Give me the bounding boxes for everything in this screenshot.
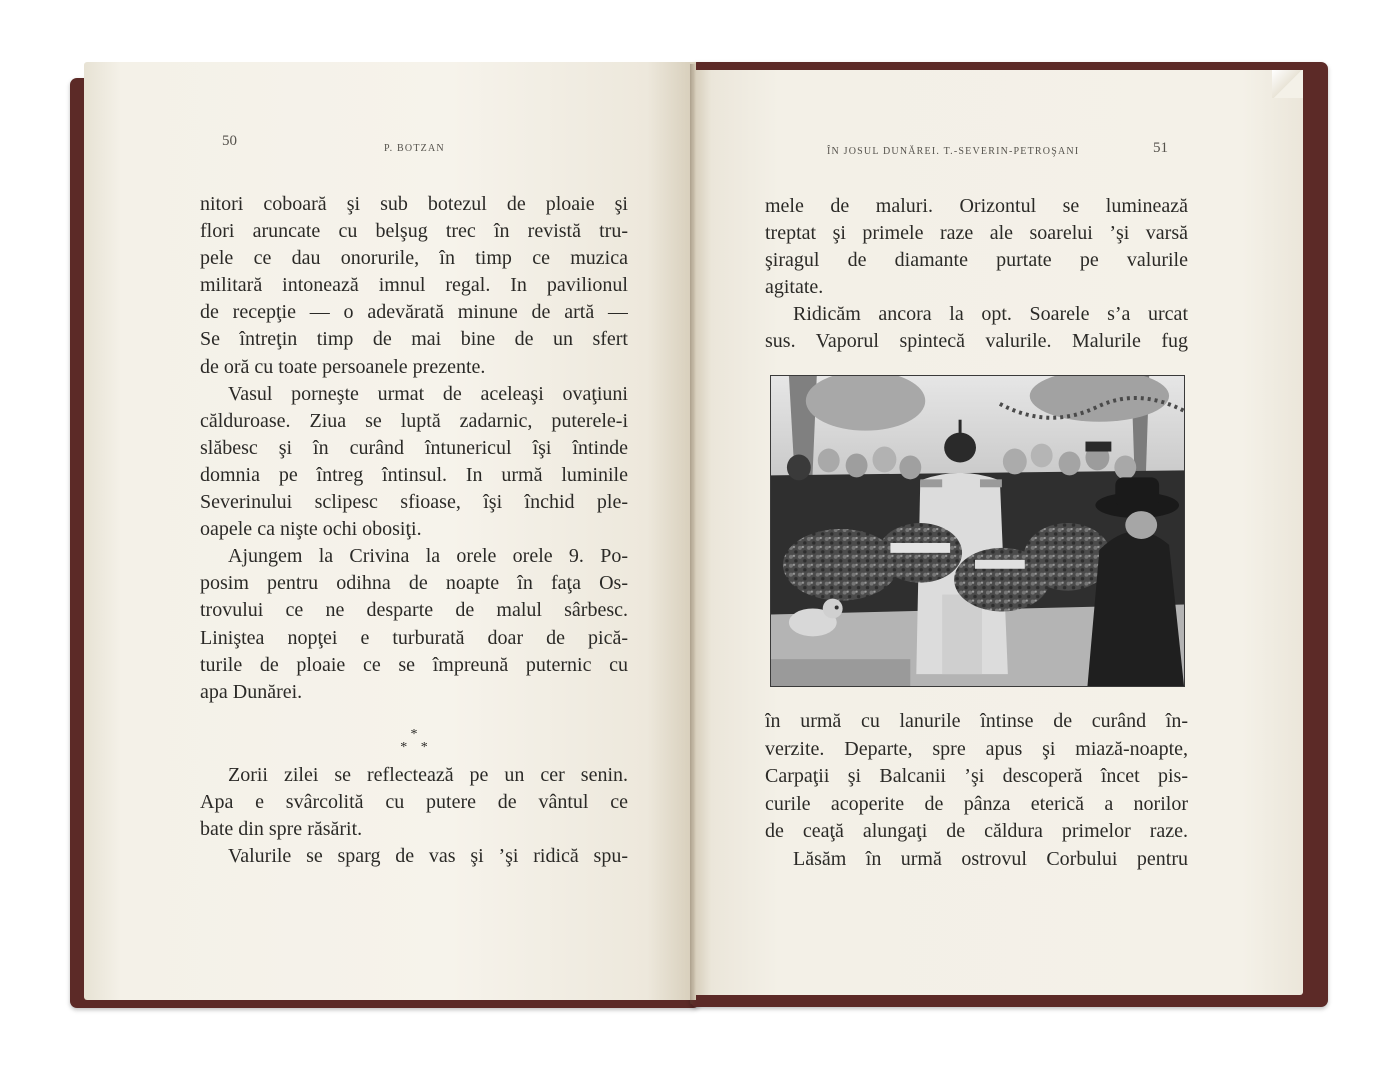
text-line: Ajungem la Crivina la orele orele 9. Po- [228, 545, 628, 568]
text-line: domnia pe întreg întinsul. In urmă luminile [200, 463, 628, 486]
text-line: Valurile se sparg de vas şi ’şi ridică spu- [228, 845, 628, 868]
asterism-bottom: * * [400, 739, 428, 755]
text-line: de oră cu toate persoanele prezente. [200, 355, 486, 378]
text-line: Lăsăm în urmă ostrovul Corbului pentru [793, 847, 1188, 870]
right-page-text-bottom [765, 708, 1188, 874]
text-line: în urmă cu lanurile întinse de curând în- [765, 710, 1188, 732]
text-line: Carpaţii şi Balcanii ’şi descoperă încet pis- [765, 765, 1188, 788]
text-line: Zorii zilei se reflectează pe un cer senin. [228, 763, 628, 786]
page-corner-curl [1272, 70, 1303, 98]
text-line: Liniştea nopţei e turburată doar de pică- [200, 626, 628, 649]
text-line: călduroase. Ziua se luptă zadarnic, puterele-i [200, 409, 628, 432]
text-line: bate din spre răsărit. [200, 817, 363, 840]
text-line: Se întreţin timp de mai bine de un sfert [200, 328, 628, 351]
right-page-text-top [765, 193, 1188, 355]
text-line: Vasul porneşte urmat de aceleaşi ovaţiuni [228, 382, 628, 405]
text-line: militară intonează imnul regal. In pavilionul [200, 274, 628, 297]
text-line: turile de ploaie ce se împreună puternic cu [200, 653, 628, 676]
text-line: sus. Vaporul spintecă valurile. Malurile fug [765, 329, 1188, 352]
text-line: Ridicăm ancora la opt. Soarele s’a urcat [793, 302, 1188, 325]
text-line: verzite. Departe, spre apus şi miază-noapte, [765, 737, 1188, 760]
section-asterism [200, 706, 628, 762]
text-line: mele de maluri. Orizontul se luminează [765, 194, 1188, 217]
right-running-head: ÎN JOSUL DUNĂREI. T.-SEVERIN-PETROŞANI [827, 146, 1080, 157]
text-line: Severinului sclipesc sfioase, îşi închid ple- [200, 491, 628, 514]
text-line: şiragul de diamante purtate pe valurile [765, 248, 1188, 271]
right-page-number: 51 [1153, 140, 1168, 156]
foreground-man [1087, 477, 1184, 686]
asterism-top: * [410, 726, 418, 742]
ground [771, 659, 910, 686]
text-line: slăbesc şi în curând întunericul îşi întinde [200, 436, 628, 459]
text-line: Apa e svârcolită cu putere de vântul ce [200, 790, 628, 813]
text-line: flori aruncate cu belşug trec în revistă tru- [200, 220, 628, 243]
text-line: pele ce dau onorurile, în timp ce muzica [200, 247, 628, 270]
text-line: posim pentru odihna de noapte în faţa Os- [200, 572, 628, 595]
photograph-plate [770, 375, 1185, 687]
text-line: curile acoperite de pânza eterică a norilor [765, 792, 1188, 815]
text-line: trovului ce ne desparte de malul sârbesc. [200, 599, 628, 622]
text-line: apa Dunărei. [200, 680, 303, 703]
book-spine-shadow [690, 64, 696, 1004]
text-line: agitate. [765, 275, 824, 298]
left-page-text [200, 191, 628, 870]
text-line: de ceaţă alungaţi de căldura primelor raze. [765, 820, 1188, 843]
left-running-head: P. BOTZAN [384, 143, 445, 154]
ceremony-photograph [771, 376, 1184, 686]
text-line: treptat şi primele raze ale soarelui ’şi varsă [765, 221, 1188, 244]
left-page-number: 50 [222, 133, 237, 149]
text-line: de recepţie — o adevărată minune de artă — [200, 301, 628, 324]
text-line: nitori coboară şi sub botezul de ploaie şi [200, 193, 628, 215]
text-line: oapele ca nişte ochi obosiţi. [200, 518, 422, 541]
